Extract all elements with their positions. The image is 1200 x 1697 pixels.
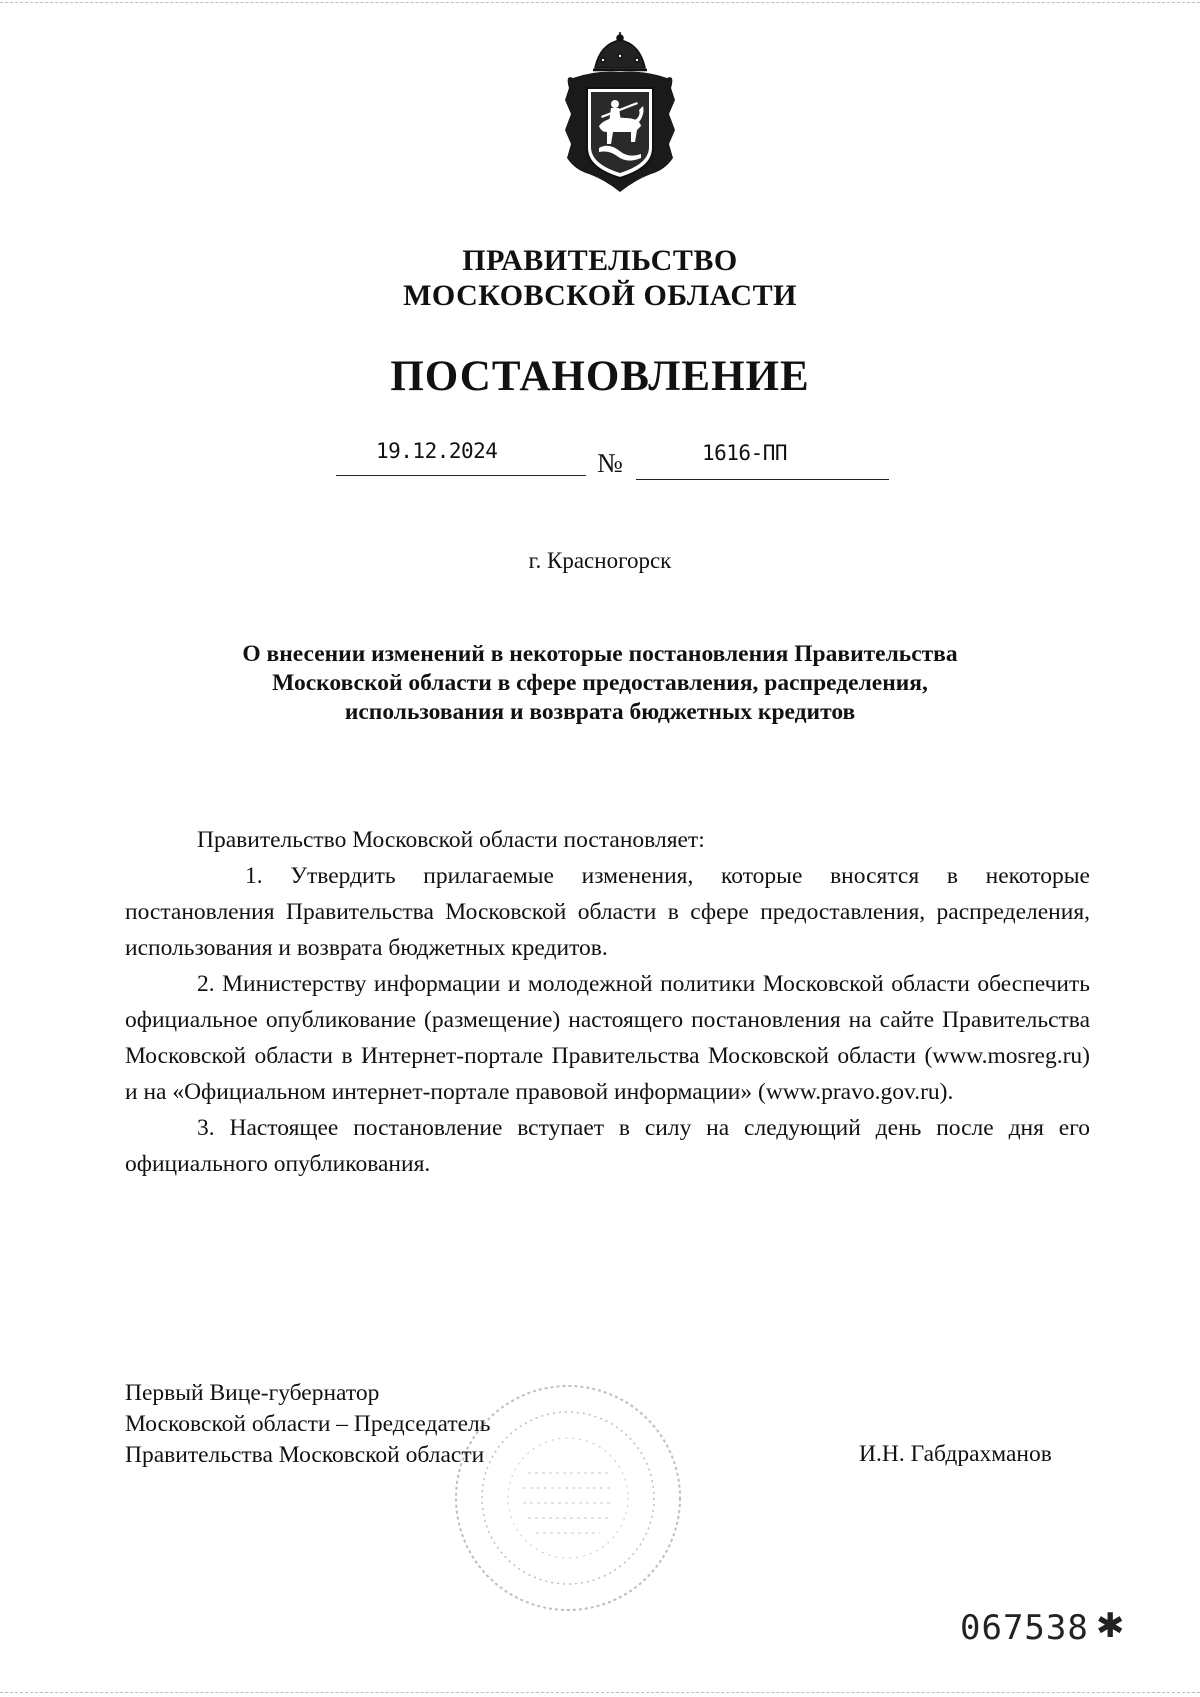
signatory-name: И.Н. Габдрахманов — [859, 1441, 1052, 1467]
authority-line-2: МОСКОВСКОЙ ОБЛАСТИ — [403, 279, 797, 312]
position-line-3: Правительства Московской области — [125, 1442, 485, 1468]
scan-edge-bottom — [0, 1692, 1200, 1693]
document-body — [125, 822, 1090, 1182]
asterisk-icon: ✱ — [1096, 1606, 1125, 1646]
title-line-1: О внесении изменений в некоторые постановления Правительства — [242, 641, 958, 667]
document-title — [150, 640, 1050, 727]
number-sign: № — [597, 448, 623, 478]
serial-number: 067538 — [960, 1608, 1089, 1648]
place-of-issue: г. Красногорск — [528, 548, 672, 573]
document-date: 19.12.2024 — [376, 439, 498, 463]
signatory-position — [125, 1378, 490, 1471]
title-line-2: Московской области в сфере предоставления, распределения, — [272, 670, 928, 696]
coat-of-arms-emblem — [555, 30, 685, 200]
clause-2: 2. Министерству информации и молодежной политики Московской области обеспечить официальное опубликование (размещение) настоящего постановления на сайте Правительства Московской области в Интернет-портале Правительства Московской области (www.mosreg.ru) и на «Официальном интернет-портале правовой информации» (www.pravo.gov.ru). — [125, 971, 1090, 1105]
title-line-3: использования и возврата бюджетных кредитов — [344, 699, 856, 725]
position-line-2: Московской области – Председатель — [125, 1411, 491, 1437]
preamble: Правительство Московской области постановляет: — [197, 827, 705, 853]
date-field — [336, 435, 586, 476]
position-line-1: Первый Вице-губернатор — [125, 1380, 380, 1406]
clause-3: 3. Настоящее постановление вступает в силу на следующий день после дня его официального опубликования. — [125, 1115, 1090, 1177]
document-type: ПОСТАНОВЛЕНИЕ — [390, 353, 810, 400]
authority-line-1: ПРАВИТЕЛЬСТВО — [462, 244, 738, 277]
scan-edge-top — [0, 2, 1200, 3]
number-field — [636, 435, 889, 480]
issuing-authority — [0, 243, 1200, 313]
clause-1: 1. Утвердить прилагаемые изменения, которые вносятся в некоторые постановления Правительства Московской области в сфере предоставления, распределения, использования и возврата бюджетных кредитов. — [125, 863, 1090, 961]
document-number: 1616-ПП — [702, 441, 788, 465]
